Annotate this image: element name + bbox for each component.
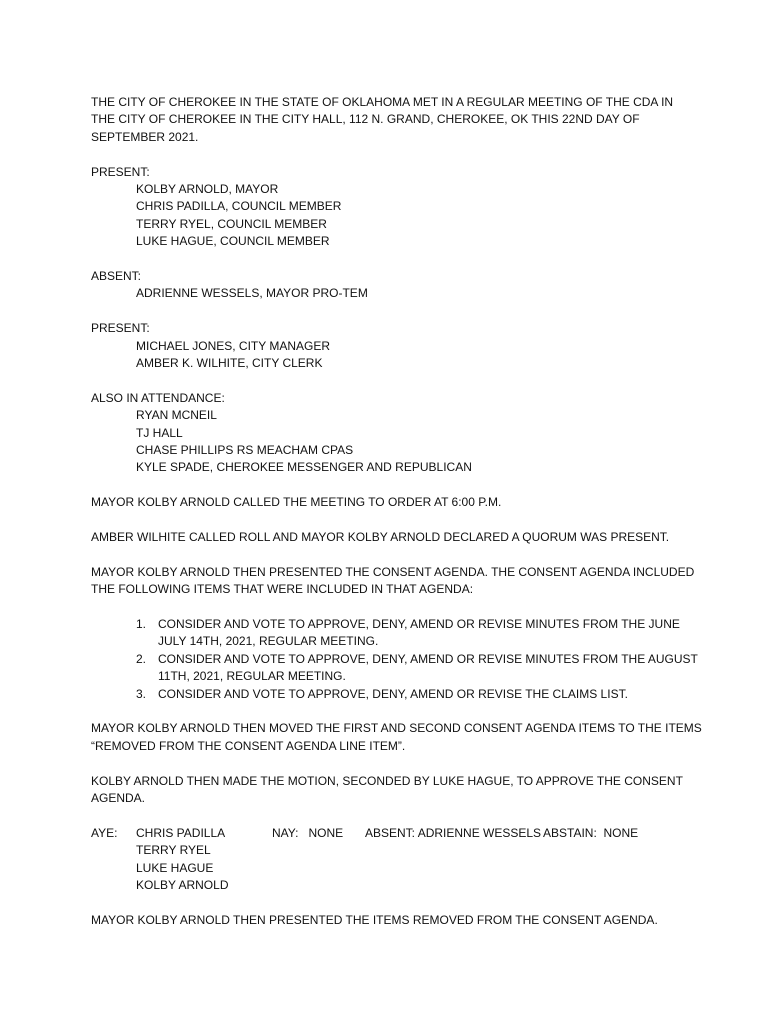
item-text: CONSIDER AND VOTE TO APPROVE, DENY, AMEND OR REVISE MINUTES FROM THE JUNE	[158, 617, 680, 632]
consent-line: THE FOLLOWING ITEMS THAT WERE INCLUDED IN THAT AGENDA:	[91, 582, 474, 597]
aye-name: CHRIS PADILLA	[136, 825, 226, 840]
item-text: CONSIDER AND VOTE TO APPROVE, DENY, AMEND OR REVISE THE CLAIMS LIST.	[158, 686, 628, 701]
nay-record: NAY: NONE	[272, 825, 344, 840]
attendance-name: CHASE PHILLIPS RS MEACHAM CPAS	[136, 443, 354, 458]
moved-line: “REMOVED FROM THE CONSENT AGENDA LINE ITEM”.	[91, 738, 406, 753]
aye-names	[136, 825, 228, 895]
minutes-document	[91, 94, 702, 947]
moved-items-paragraph	[91, 720, 702, 755]
attendee-name: CHRIS PADILLA, COUNCIL MEMBER	[136, 199, 342, 214]
present-section	[91, 164, 691, 251]
intro-paragraph: THE CITY OF CHEROKEE IN THE STATE OF OKLAHOMA MET IN A REGULAR MEETING OF THE CDA IN THE CITY OF CHEROKEE IN THE CITY HALL, 112 N. GRAND, CHEROKEE, OK THIS 22ND DAY OF SEPTEMBER 2021.	[91, 95, 674, 144]
item-text: CONSIDER AND VOTE TO APPROVE, DENY, AMEND OR REVISE MINUTES FROM THE AUGUST	[158, 651, 698, 666]
aye-label: AYE:	[91, 825, 118, 840]
consent-line: MAYOR KOLBY ARNOLD THEN PRESENTED THE CONSENT AGENDA. THE CONSENT AGENDA INCLUDED	[91, 564, 695, 579]
consent-agenda-list	[91, 616, 698, 703]
motion-line: AGENDA.	[91, 791, 146, 806]
consent-agenda-paragraph	[91, 564, 695, 599]
roll-call: AMBER WILHITE CALLED ROLL AND MAYOR KOLBY ARNOLD DECLARED A QUORUM WAS PRESENT.	[91, 530, 670, 545]
abstain-record: ABSTAIN: NONE	[543, 825, 639, 840]
attendee-name: KOLBY ARNOLD, MAYOR	[136, 182, 279, 197]
agenda-item	[91, 616, 691, 651]
aye-name: KOLBY ARNOLD	[136, 878, 229, 893]
removed-items-paragraph: MAYOR KOLBY ARNOLD THEN PRESENTED THE ITEMS REMOVED FROM THE CONSENT AGENDA.	[91, 912, 658, 927]
item-text: JULY 14TH, 2021, REGULAR MEETING.	[158, 634, 379, 649]
item-number: 2.	[136, 651, 147, 666]
attendee-name: TERRY RYEL, COUNCIL MEMBER	[136, 216, 327, 231]
motion-paragraph	[91, 773, 691, 808]
attendance-name: KYLE SPADE, CHEROKEE MESSENGER AND REPUBLICAN	[136, 460, 472, 475]
call-to-order: MAYOR KOLBY ARNOLD CALLED THE MEETING TO ORDER AT 6:00 P.M.	[91, 495, 502, 510]
agenda-item	[91, 686, 691, 703]
absent-record: ABSENT: ADRIENNE WESSELS	[365, 825, 542, 840]
item-number: 3.	[136, 686, 147, 701]
attendance-name: TJ HALL	[136, 425, 183, 440]
attendance-heading: ALSO IN ATTENDANCE:	[91, 390, 225, 405]
attendance-section	[91, 390, 691, 477]
attendee-name: LUKE HAGUE, COUNCIL MEMBER	[136, 234, 330, 249]
absent-heading: ABSENT:	[91, 269, 142, 284]
staff-present-section	[91, 320, 691, 372]
motion-line: KOLBY ARNOLD THEN MADE THE MOTION, SECONDED BY LUKE HAGUE, TO APPROVE THE CONSENT	[91, 773, 683, 788]
staff-name: MICHAEL JONES, CITY MANAGER	[136, 338, 331, 353]
staff-name: AMBER K. WILHITE, CITY CLERK	[136, 356, 323, 371]
vote-record	[91, 825, 691, 895]
item-text: 11TH, 2021, REGULAR MEETING.	[158, 669, 346, 684]
item-number: 1.	[136, 617, 147, 632]
present-heading: PRESENT:	[91, 164, 150, 179]
aye-name: LUKE HAGUE	[136, 860, 214, 875]
moved-line: MAYOR KOLBY ARNOLD THEN MOVED THE FIRST AND SECOND CONSENT AGENDA ITEMS TO THE ITEMS	[91, 721, 702, 736]
staff-present-heading: PRESENT:	[91, 321, 150, 336]
agenda-item	[91, 651, 698, 686]
attendance-name: RYAN MCNEIL	[136, 408, 217, 423]
absentee-name: ADRIENNE WESSELS, MAYOR PRO-TEM	[136, 286, 368, 301]
aye-name: TERRY RYEL	[136, 843, 211, 858]
absent-section	[91, 268, 691, 303]
